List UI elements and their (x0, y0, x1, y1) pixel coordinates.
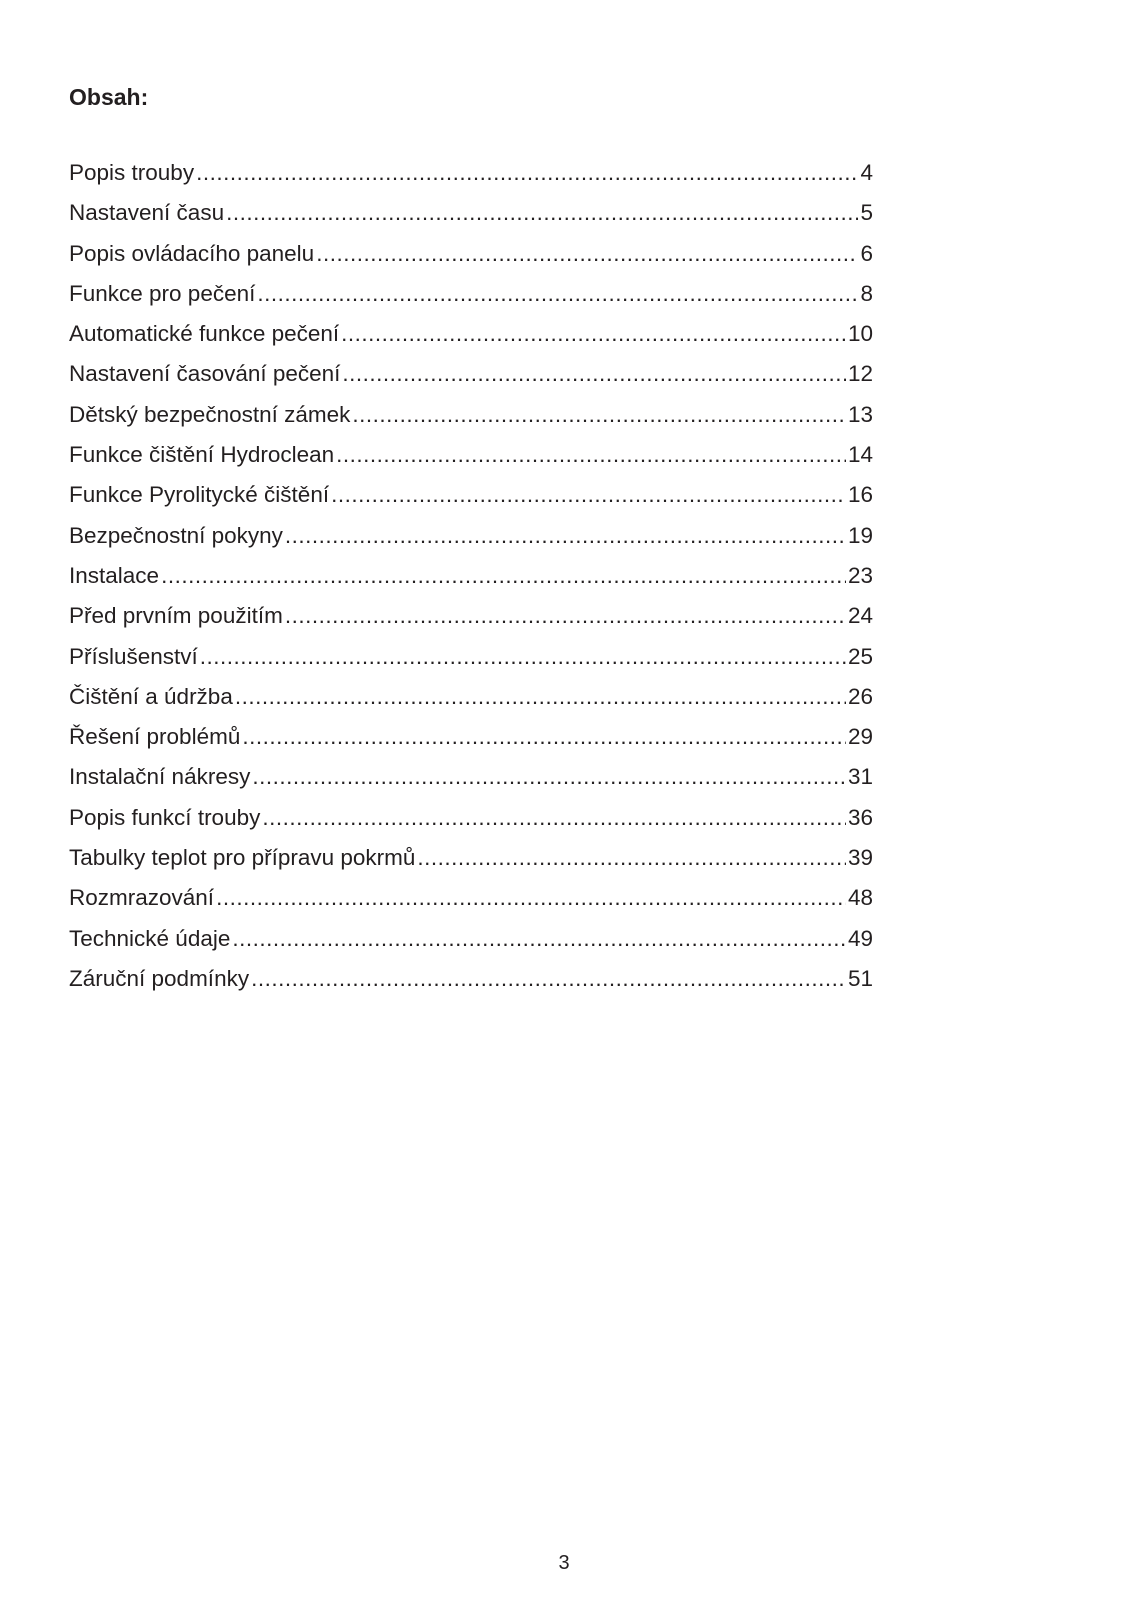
toc-entry-page: 4 (860, 160, 873, 185)
toc-entry[interactable] (69, 281, 873, 321)
toc-entry[interactable] (69, 321, 873, 361)
toc-entry-label: Instalace (69, 562, 160, 588)
toc-entry-page: 13 (847, 401, 873, 427)
toc-entry-label: Popis funkcí trouby (69, 804, 261, 830)
toc-entry[interactable] (69, 845, 873, 885)
toc-leader-dots (341, 321, 846, 347)
page-title: Obsah: (69, 84, 149, 110)
toc-entry[interactable] (69, 764, 873, 804)
toc-entry[interactable] (69, 200, 873, 240)
toc-entry[interactable] (69, 160, 873, 200)
toc-entry-label: Řešení problémů (69, 724, 241, 750)
toc-entry-page: 48 (847, 885, 873, 911)
toc-entry[interactable] (69, 482, 873, 522)
toc-leader-dots (262, 805, 846, 831)
toc-entry-label: Popis ovládacího panelu (69, 240, 315, 266)
toc-leader-dots (285, 523, 846, 549)
toc-entry-label: Instalační nákresy (69, 764, 251, 790)
toc-entry-page: 49 (847, 925, 873, 951)
toc-leader-dots (352, 402, 846, 428)
toc-entry-page: 36 (847, 804, 873, 830)
toc-leader-dots (336, 442, 846, 468)
toc-entry-label: Tabulky teplot pro přípravu pokrmů (69, 845, 416, 871)
toc-entry-label: Funkce Pyrolitycké čištění (69, 482, 330, 508)
toc-leader-dots (251, 966, 846, 992)
toc-entry-label: Automatické funkce pečení (69, 321, 340, 347)
toc-entry[interactable] (69, 805, 873, 845)
toc-entry[interactable] (69, 926, 873, 966)
toc-entry-label: Před prvním použitím (69, 603, 283, 629)
toc-leader-dots (196, 160, 858, 186)
toc-entry[interactable] (69, 966, 873, 1006)
toc-leader-dots (285, 603, 846, 629)
toc-entry-page: 29 (847, 724, 873, 750)
toc-entry-page: 19 (847, 522, 873, 548)
toc-entry[interactable] (69, 523, 873, 563)
toc-entry-page: 8 (860, 280, 873, 306)
toc-entry-page: 12 (847, 361, 873, 387)
toc-entry[interactable] (69, 644, 873, 684)
toc-entry-label: Technické údaje (69, 925, 231, 951)
toc-entry-page: 39 (847, 845, 873, 871)
toc-entry[interactable] (69, 603, 873, 643)
toc-leader-dots (417, 845, 846, 871)
toc-entry[interactable] (69, 361, 873, 401)
toc-leader-dots (161, 563, 846, 589)
toc-leader-dots (252, 764, 846, 790)
toc-entry-label: Nastavení časování pečení (69, 361, 341, 387)
toc-leader-dots (316, 241, 858, 267)
toc-entry-page: 25 (847, 643, 873, 669)
toc-entry[interactable] (69, 724, 873, 764)
toc-entry-label: Popis trouby (69, 160, 195, 185)
toc-entry[interactable] (69, 684, 873, 724)
toc-entry[interactable] (69, 241, 873, 281)
toc-entry-label: Dětský bezpečnostní zámek (69, 401, 351, 427)
toc-entry-page: 23 (847, 562, 873, 588)
toc-entry-label: Funkce pro pečení (69, 280, 256, 306)
toc-entry-page: 31 (847, 764, 873, 790)
toc-leader-dots (242, 724, 846, 750)
toc-leader-dots (235, 684, 846, 710)
toc-entry-label: Záruční podmínky (69, 965, 250, 991)
toc-leader-dots (342, 361, 846, 387)
toc-entry-page: 6 (860, 240, 873, 266)
toc-entry-page: 24 (847, 603, 873, 629)
toc-leader-dots (232, 926, 846, 952)
toc-entry[interactable] (69, 563, 873, 603)
toc-entry[interactable] (69, 442, 873, 482)
toc-leader-dots (216, 885, 846, 911)
toc-entry-label: Bezpečnostní pokyny (69, 522, 283, 548)
toc-entry-page: 51 (847, 965, 873, 991)
toc-leader-dots (200, 644, 846, 670)
toc-entry-page: 5 (860, 200, 873, 226)
toc-entry-page: 10 (847, 321, 873, 347)
toc-leader-dots (226, 200, 858, 226)
table-of-contents (69, 160, 873, 1006)
toc-entry-page: 16 (847, 482, 873, 508)
toc-entry-label: Funkce čištění Hydroclean (69, 442, 335, 468)
toc-entry-page: 14 (847, 442, 873, 468)
toc-entry-page: 26 (847, 683, 873, 709)
toc-entry-label: Nastavení času (69, 200, 225, 226)
toc-entry-label: Rozmrazování (69, 885, 215, 911)
toc-entry-label: Čištění a údržba (69, 683, 233, 709)
toc-entry-label: Příslušenství (69, 643, 198, 669)
page-number: 3 (558, 1552, 570, 1574)
toc-entry[interactable] (69, 885, 873, 925)
toc-leader-dots (331, 482, 846, 508)
toc-leader-dots (257, 281, 858, 307)
toc-entry[interactable] (69, 402, 873, 442)
